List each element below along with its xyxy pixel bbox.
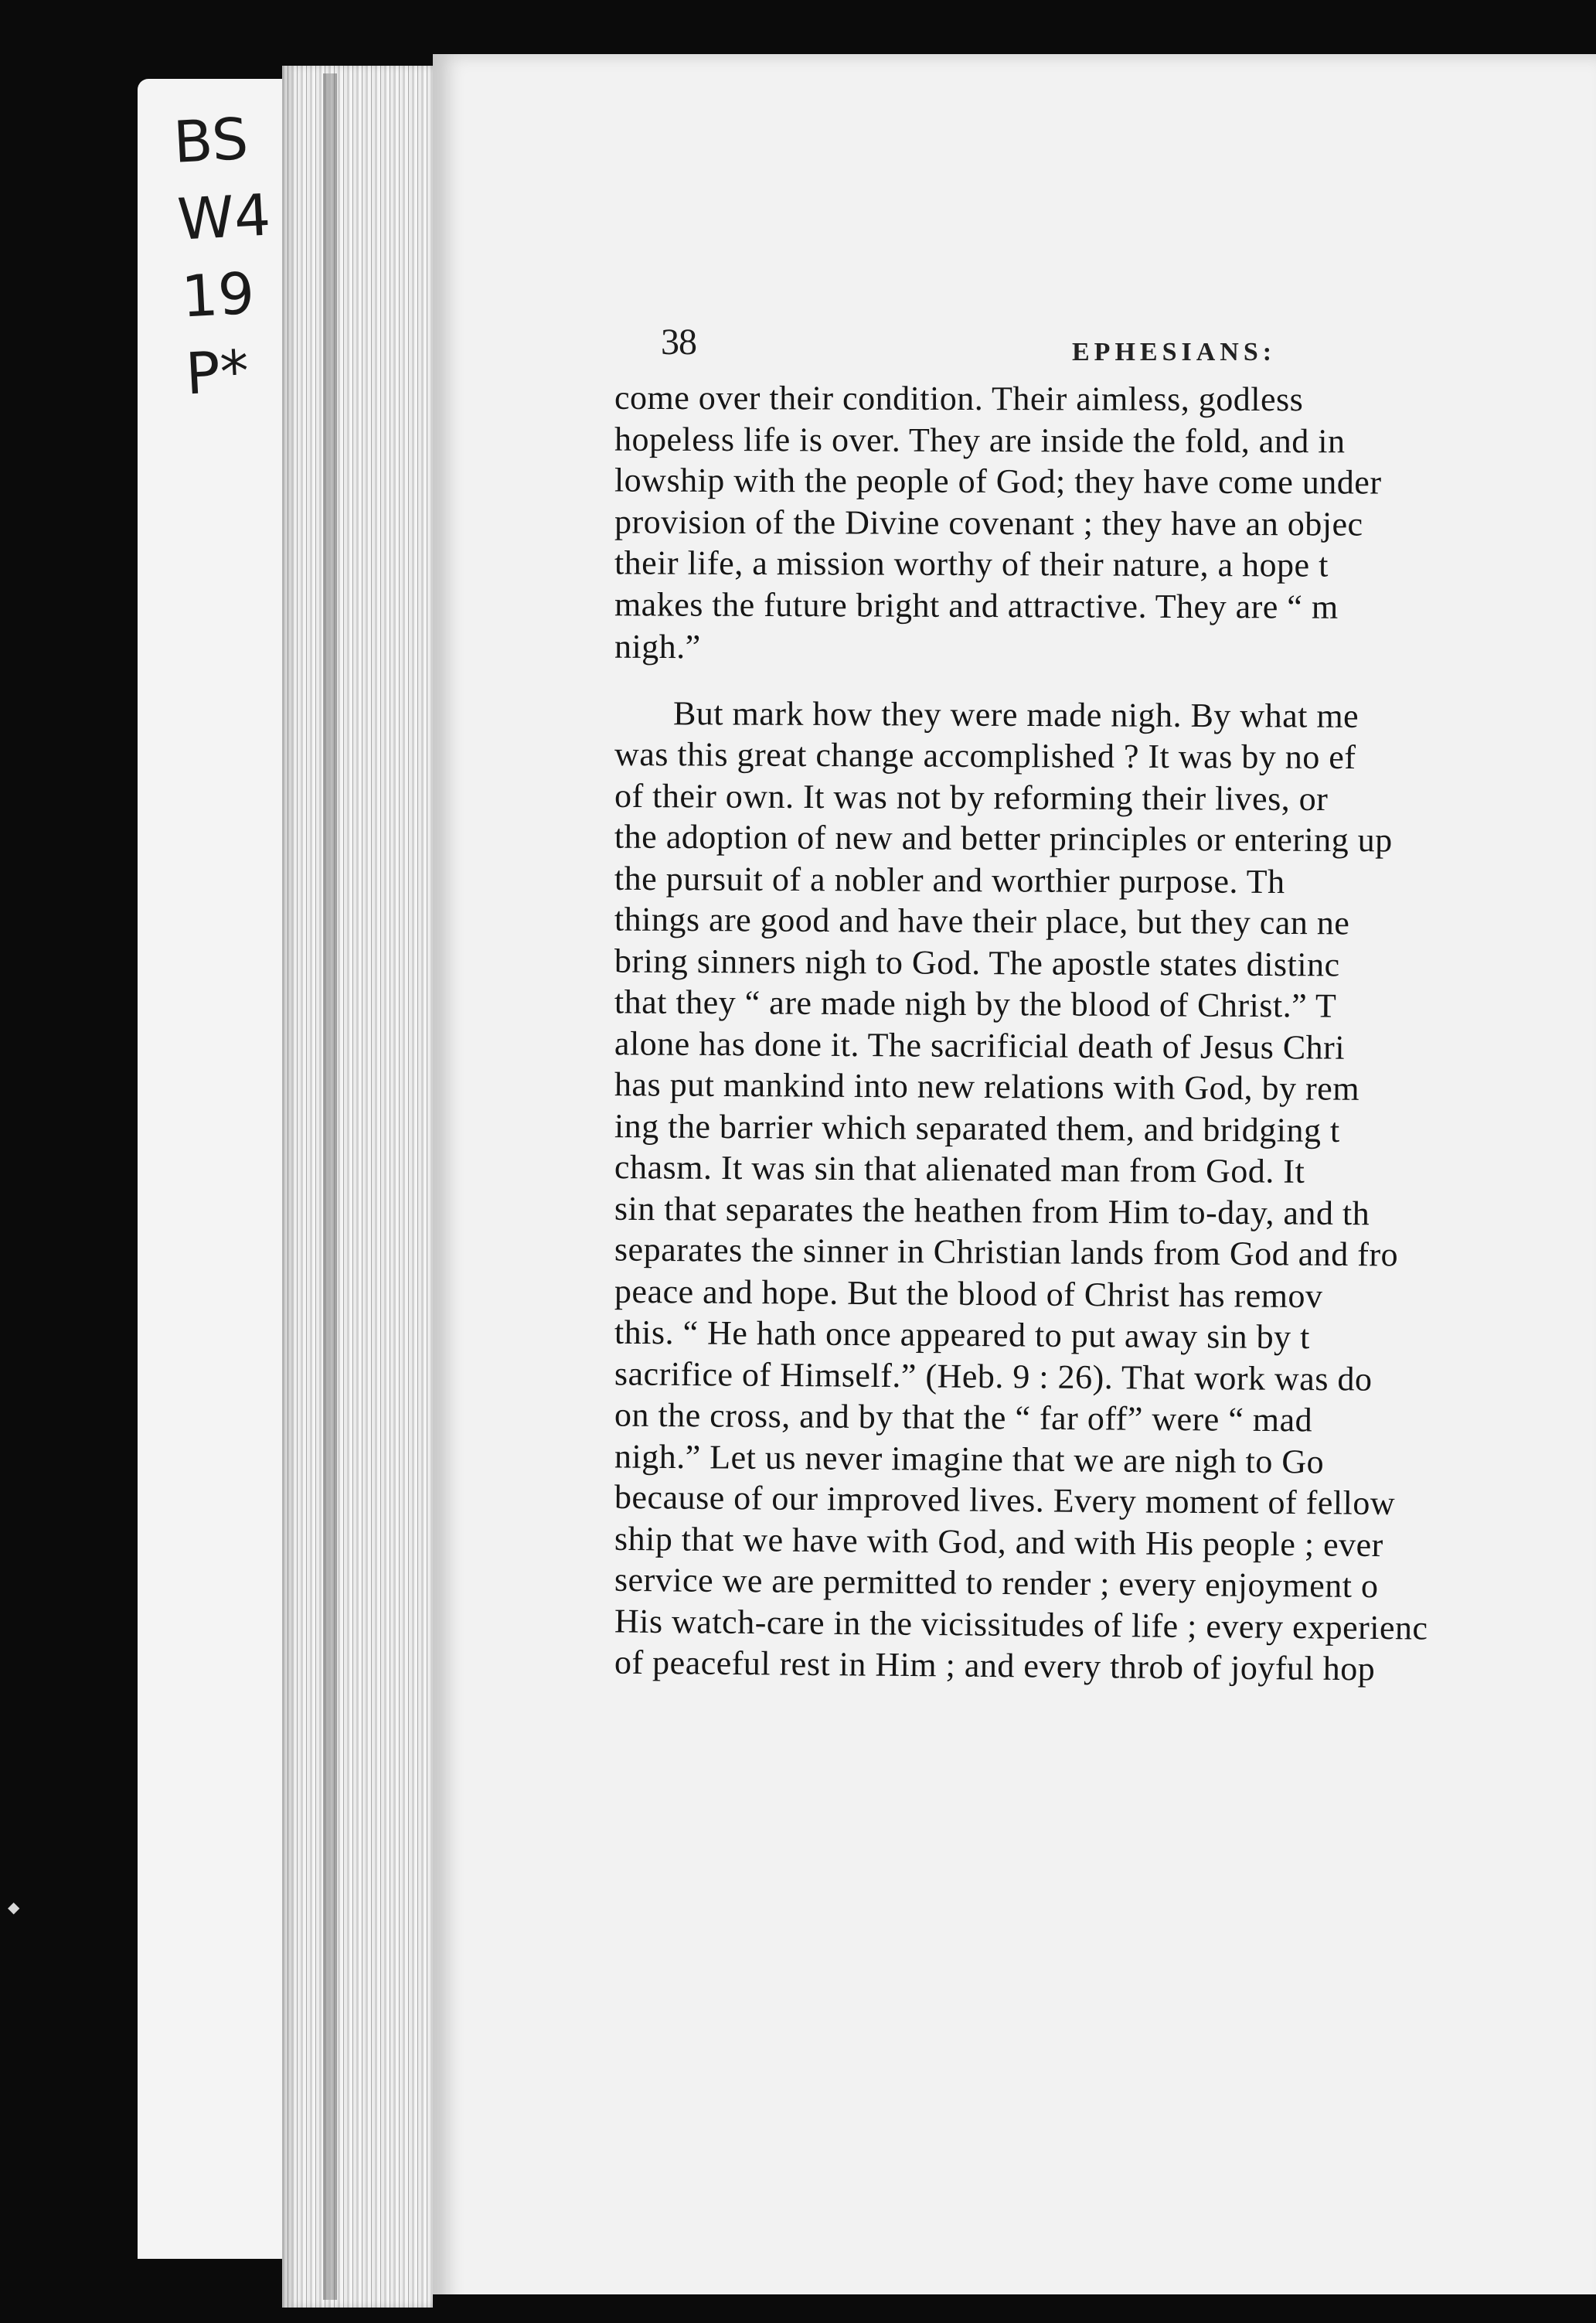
text-line: their life, a mission worthy of their nature, a hope t [614,543,1329,584]
text-line: ship that we have with God, and with His people ; ever [614,1519,1383,1564]
text-line: nigh.” [614,627,701,666]
text-line: sacrifice of Himself.” (Heb. 9 : 26). That work was do [614,1354,1373,1398]
text-line: peace and hope. But the blood of Christ has remov [614,1272,1323,1315]
page-stack-edge [282,66,444,2308]
text-line: has put mankind into new relations with God, by rem [614,1065,1360,1108]
text-line: provision of the Divine covenant ; they have an objec [614,502,1363,543]
text-line: bring sinners nigh to God. The apostle states distinc [614,941,1340,984]
text-line: service we are permitted to render ; every enjoyment o [614,1560,1379,1606]
scan-edge-mark: ◆ [8,1898,20,1916]
text-line: lowship with the people of God; they have come under [614,461,1382,502]
text-line: this. “ He hath once appeared to put away sin by t [614,1313,1311,1357]
text-line: that they “ are made nigh by the blood of Christ.” T [614,983,1337,1025]
text-line: alone has done it. The sacrificial death of Jesus Chri [614,1024,1346,1067]
text-line: come over their condition. Their aimless, godless [614,378,1304,419]
text-line: on the cross, and by that the “ far off” were “ mad [614,1395,1313,1439]
text-line: of peaceful rest in Him ; and every throb of joyful hop [614,1643,1376,1688]
text-line: of their own. It was not by reforming their lives, or [614,776,1329,818]
call-number-handwritten [172,100,281,414]
text-line: His watch-care in the vicissitudes of life ; every experienc [614,1601,1428,1647]
text-line: nigh.” Let us never imagine that we are nigh to Go [614,1436,1325,1481]
text-line: But mark how they were made nigh. By what me [672,693,1359,735]
header-title: EPHESIANS: [1072,338,1277,366]
call-number-line: 19 [179,260,257,331]
text-line: ing the barrier which separated them, and bridging t [614,1106,1340,1150]
text-line: sin that separates the heathen from Him to-day, and th [614,1189,1370,1232]
text-line: because of our improved lives. Every moment of fellow [614,1477,1396,1523]
text-line: the pursuit of a nobler and worthier purpose. Th [614,859,1285,901]
call-number-line: P* [184,338,251,408]
call-number-line: W4 [175,182,273,254]
text-line: hopeless life is over. They are inside the fold, and in [614,420,1346,460]
text-line: was this great change accomplished ? It was by no ef [614,734,1356,777]
text-line: separates the sinner in Christian lands from God and fro [614,1230,1399,1274]
text-line: chasm. It was sin that alienated man from God. It [614,1148,1305,1190]
text-line: the adoption of new and better principles or entering up [614,817,1393,860]
running-head [661,321,1596,375]
call-number-line: BS [172,105,250,176]
text-line: makes the future bright and attractive. They are “ m [614,584,1339,626]
scan-border [433,2294,1596,2323]
book-gutter [323,73,337,2300]
page-number: 38 [661,322,696,363]
text-line: things are good and have their place, but they can ne [614,900,1350,942]
